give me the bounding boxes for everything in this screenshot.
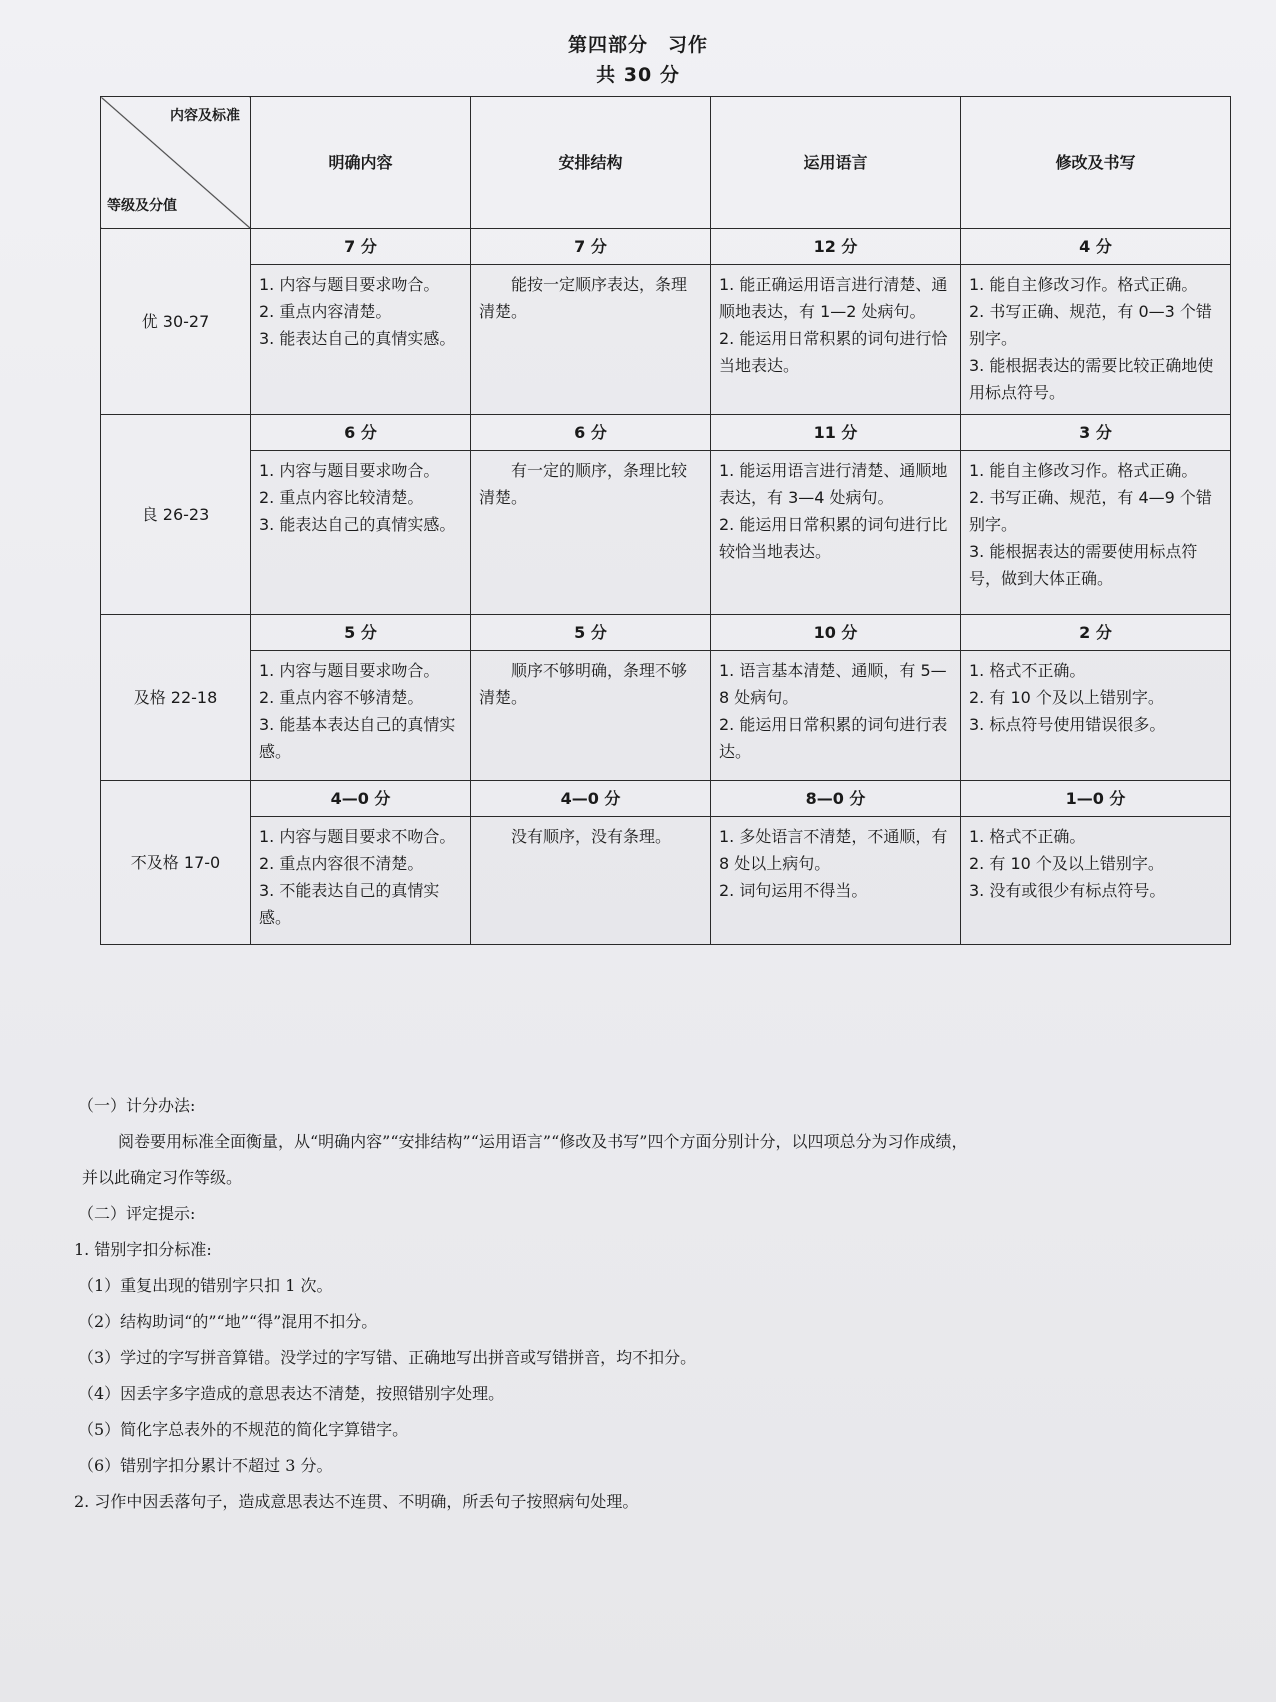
criteria-row <box>101 651 1231 781</box>
item1-sub: （6）错别字扣分累计不超过 3 分。 <box>78 1456 333 1475</box>
item1-sub: （2）结构助词“的”“地”“得”混用不扣分。 <box>78 1312 378 1331</box>
criteria-cell <box>251 451 471 615</box>
criteria-line: 3. 不能表达自己的真情实感。 <box>259 881 440 927</box>
criteria-cell <box>251 817 471 945</box>
criteria-cell <box>711 265 961 415</box>
total-score: 共 30 分 <box>596 64 680 86</box>
criteria-line: 2. 能运用日常积累的词句进行恰当地表达。 <box>719 329 948 375</box>
criteria-line: 3. 能基本表达自己的真情实感。 <box>259 715 456 761</box>
score-cell: 7 分 <box>471 229 711 265</box>
scoring-notes <box>74 1088 1238 1520</box>
criteria-cell <box>471 451 711 615</box>
criteria-line: 2. 重点内容很不清楚。 <box>259 854 424 873</box>
criteria-line: 3. 标点符号使用错误很多。 <box>969 715 1166 734</box>
criteria-line: 2. 能运用日常积累的词句进行表达。 <box>719 715 948 761</box>
criteria-cell <box>961 451 1231 615</box>
item1-title: 1. 错别字扣分标准: <box>74 1240 212 1259</box>
criteria-line: 3. 能表达自己的真情实感。 <box>259 329 456 348</box>
column-header: 明确内容 <box>251 97 471 229</box>
column-header: 修改及书写 <box>961 97 1231 229</box>
score-cell: 3 分 <box>961 415 1231 451</box>
criteria-line: 3. 能表达自己的真情实感。 <box>259 515 456 534</box>
criteria-line: 1. 能自主修改习作。格式正确。 <box>969 275 1198 294</box>
criteria-cell <box>711 451 961 615</box>
criteria-cell <box>251 265 471 415</box>
criteria-line: 2. 重点内容比较清楚。 <box>259 488 424 507</box>
criteria-row <box>101 451 1231 615</box>
score-row <box>101 615 1231 651</box>
criteria-line: 1. 内容与题目要求不吻合。 <box>259 827 456 846</box>
corner-bottom-label: 等级及分值 <box>107 198 177 214</box>
criteria-line: 2. 有 10 个及以上错别字。 <box>969 854 1164 873</box>
header-row <box>101 97 1231 229</box>
score-row <box>101 415 1231 451</box>
criteria-line: 2. 书写正确、规范，有 4—9 个错别字。 <box>969 488 1212 534</box>
criteria-row <box>101 817 1231 945</box>
item1-sub: （4）因丢字多字造成的意思表达不清楚，按照错别字处理。 <box>78 1384 505 1403</box>
criteria-line: 2. 书写正确、规范，有 0—3 个错别字。 <box>969 302 1212 348</box>
column-header: 运用语言 <box>711 97 961 229</box>
criteria-line: 3. 没有或很少有标点符号。 <box>969 881 1166 900</box>
criteria-line: 顺序不够明确，条理不够清楚。 <box>479 661 688 707</box>
corner-cell <box>101 97 251 229</box>
criteria-line: 1. 语言基本清楚、通顺，有 5—8 处病句。 <box>719 661 947 707</box>
item2: 2. 习作中因丢落句子，造成意思表达不连贯、不明确，所丢句子按照病句处理。 <box>74 1492 639 1511</box>
criteria-line: 2. 词句运用不得当。 <box>719 881 868 900</box>
score-cell: 1—0 分 <box>961 781 1231 817</box>
item1-sub: （5）简化字总表外的不规范的简化字算错字。 <box>78 1420 409 1439</box>
grade-label: 良 26-23 <box>101 415 251 615</box>
rubric-table <box>100 96 1231 945</box>
section1-text-cont: 并以此确定习作等级。 <box>82 1168 243 1187</box>
criteria-cell <box>711 817 961 945</box>
criteria-line: 1. 格式不正确。 <box>969 661 1086 680</box>
criteria-line: 没有顺序，没有条理。 <box>511 827 672 846</box>
criteria-row <box>101 265 1231 415</box>
score-cell: 12 分 <box>711 229 961 265</box>
criteria-line: 3. 能根据表达的需要使用标点符号，做到大体正确。 <box>969 542 1198 588</box>
score-row <box>101 229 1231 265</box>
criteria-cell <box>471 817 711 945</box>
criteria-line: 2. 有 10 个及以上错别字。 <box>969 688 1164 707</box>
section2-title: （二）评定提示: <box>78 1204 196 1223</box>
score-row <box>101 781 1231 817</box>
criteria-line: 1. 多处语言不清楚，不通顺，有 8 处以上病句。 <box>719 827 948 873</box>
grade-label: 优 30-27 <box>101 229 251 415</box>
criteria-line: 2. 重点内容不够清楚。 <box>259 688 424 707</box>
score-cell: 7 分 <box>251 229 471 265</box>
criteria-line: 1. 能正确运用语言进行清楚、通顺地表达，有 1—2 处病句。 <box>719 275 948 321</box>
criteria-cell <box>961 651 1231 781</box>
criteria-line: 2. 能运用日常积累的词句进行比较恰当地表达。 <box>719 515 948 561</box>
score-cell: 6 分 <box>471 415 711 451</box>
score-cell: 4 分 <box>961 229 1231 265</box>
criteria-cell <box>471 265 711 415</box>
part-title: 第四部分 习作 <box>567 34 708 56</box>
score-cell: 8—0 分 <box>711 781 961 817</box>
corner-top-label: 内容及标准 <box>170 108 240 124</box>
score-cell: 4—0 分 <box>251 781 471 817</box>
section1-title: （一）计分办法: <box>78 1096 196 1115</box>
criteria-line: 1. 格式不正确。 <box>969 827 1086 846</box>
criteria-line: 1. 能运用语言进行清楚、通顺地表达，有 3—4 处病句。 <box>719 461 948 507</box>
criteria-line: 有一定的顺序，条理比较清楚。 <box>479 461 688 507</box>
score-cell: 6 分 <box>251 415 471 451</box>
score-cell: 5 分 <box>471 615 711 651</box>
criteria-line: 1. 内容与题目要求吻合。 <box>259 661 440 680</box>
criteria-line: 1. 内容与题目要求吻合。 <box>259 275 440 294</box>
item1-sub: （3）学过的字写拼音算错。没学过的字写错、正确地写出拼音或写错拼音，均不扣分。 <box>78 1348 697 1367</box>
score-cell: 4—0 分 <box>471 781 711 817</box>
score-cell: 2 分 <box>961 615 1231 651</box>
criteria-line: 能按一定顺序表达，条理清楚。 <box>479 275 688 321</box>
criteria-cell <box>961 817 1231 945</box>
item1-sub: （1）重复出现的错别字只扣 1 次。 <box>78 1276 333 1295</box>
criteria-cell <box>961 265 1231 415</box>
section1-text: 阅卷要用标准全面衡量，从“明确内容”“安排结构”“运用语言”“修改及书写”四个方面分别计分，以四项总分为习作成绩， <box>118 1132 968 1151</box>
score-cell: 5 分 <box>251 615 471 651</box>
criteria-line: 1. 内容与题目要求吻合。 <box>259 461 440 480</box>
grade-label: 不及格 17-0 <box>101 781 251 945</box>
criteria-cell <box>471 651 711 781</box>
criteria-line: 3. 能根据表达的需要比较正确地使用标点符号。 <box>969 356 1214 402</box>
score-cell: 10 分 <box>711 615 961 651</box>
grade-label: 及格 22-18 <box>101 615 251 781</box>
score-cell: 11 分 <box>711 415 961 451</box>
criteria-line: 1. 能自主修改习作。格式正确。 <box>969 461 1198 480</box>
criteria-cell <box>251 651 471 781</box>
column-header: 安排结构 <box>471 97 711 229</box>
criteria-cell <box>711 651 961 781</box>
criteria-line: 2. 重点内容清楚。 <box>259 302 392 321</box>
